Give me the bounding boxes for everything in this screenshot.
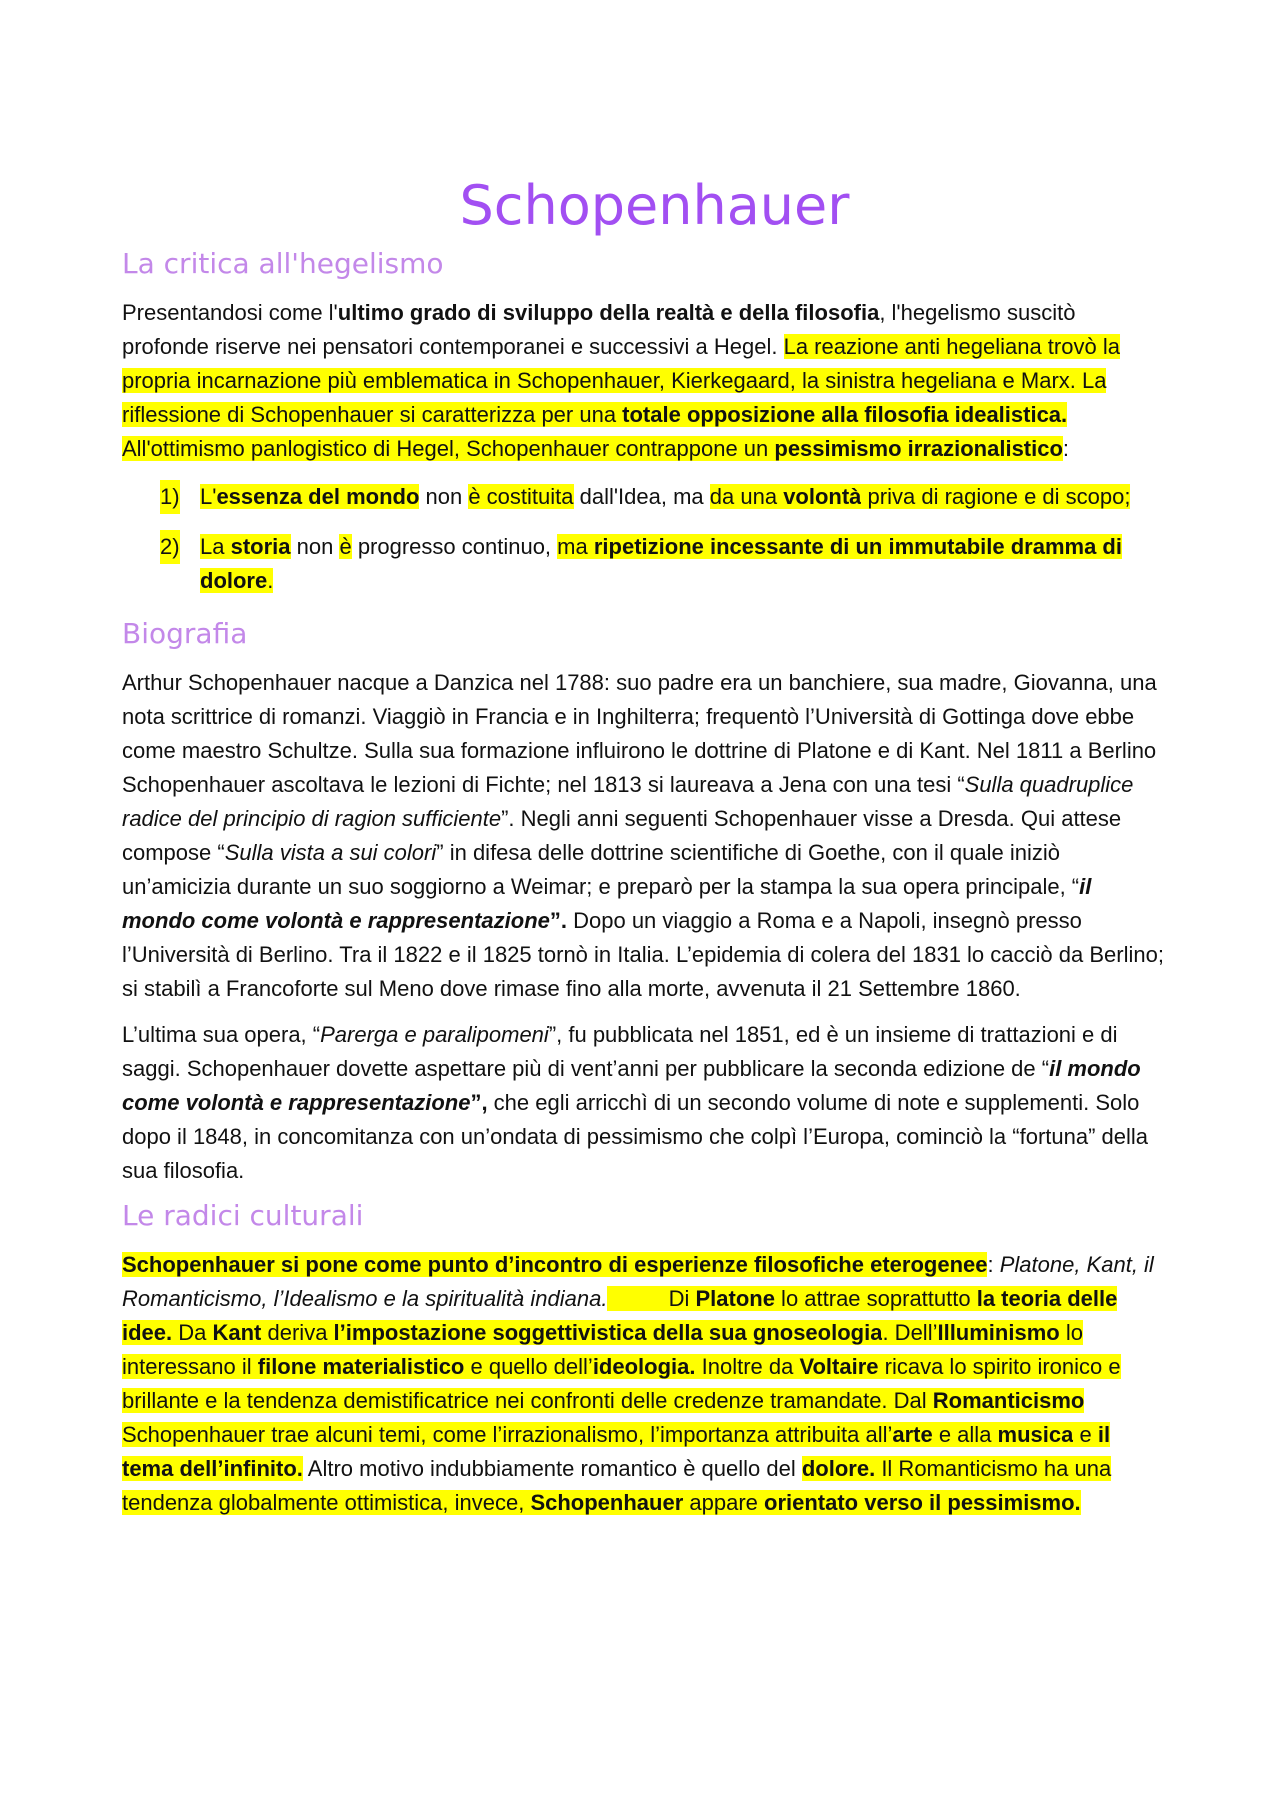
highlighted-bold-run: Kant <box>212 1320 262 1345</box>
text-run: , l'hegelismo suscitò profonde riserve nei pensatori contemporanei e successivi a Hegel. <box>122 300 1076 359</box>
paragraph-biografia-1 <box>122 666 1167 1006</box>
text-run: Arthur Schopenhauer nacque a Danzica nel 1788: suo padre era un banchiere, sua madre, Giovanna, una nota scrittrice di romanzi. Viaggiò in Francia e in Inghilterra; frequentò l’Università di Gottinga dove ebbe come maestro Schultze. Sulla sua formazione influirono le dottrine di Platone e di Kant. Nel 1811 a Berlino Schopenhauer ascoltava le lezioni di Fichte; nel 1813 si laureava a Jena con una tesi “ <box>122 670 1157 797</box>
highlighted-bold-run: l’impostazione soggettivistica della sua gnoseologia <box>333 1320 883 1345</box>
text-run: : <box>987 1252 1000 1277</box>
text-run: Presentandosi come l' <box>122 300 338 325</box>
highlighted-bold-run: la teoria delle idee. <box>122 1286 1118 1345</box>
highlighted-run: Il Romanticismo ha una tendenza globalmente ottimistica, invece, <box>122 1456 1112 1515</box>
text-run: che egli arricchì di un secondo volume di note e supplementi. Solo dopo il 1848, in concomitanza con un’ondata di pessimismo che colpì l’Europa, cominciò la “fortuna” della sua filosofia. <box>122 1090 1149 1183</box>
highlighted-run: priva di ragione e di scopo; <box>861 484 1131 509</box>
highlighted-run: La <box>200 534 231 559</box>
highlighted-run: All'ottimismo panlogistico di Hegel, Schopenhauer contrappone un <box>122 436 775 461</box>
highlighted-bold-run: Romanticismo <box>932 1388 1085 1413</box>
highlighted-run: Inoltre da <box>695 1354 800 1379</box>
text-run: progresso continuo, <box>351 534 558 559</box>
list-number: 2) <box>160 530 180 564</box>
highlighted-run: . Dell’ <box>882 1320 938 1345</box>
heading-radici-culturali: Le radici culturali <box>122 1199 364 1232</box>
list-item <box>122 480 1167 514</box>
highlighted-bold-run: Schopenhauer si pone come punto d’incontro di esperienze filosofiche eterogenee <box>122 1252 988 1277</box>
numbered-list <box>122 480 1167 598</box>
bold-run: ”, <box>470 1090 488 1115</box>
paragraph-radici-culturali <box>122 1248 1167 1520</box>
highlighted-run: Schopenhauer trae alcuni temi, come l’irrazionalismo, l’importanza attribuita all’ <box>122 1422 893 1447</box>
highlighted-run: è <box>339 534 352 559</box>
highlighted-run: . <box>267 568 274 593</box>
highlighted-bold-run: pessimismo irrazionalistico <box>774 436 1063 461</box>
highlighted-run: ricava lo spirito ironico e brillante e la tendenza demistificatrice nei confronti delle credenze tramandate. Dal <box>122 1354 1121 1413</box>
highlighted-run: La reazione anti hegeliana trovò la propria incarnazione più emblematica in Schopenhauer, Kierkegaard, la sinistra hegeliana e Marx. La riflessione di Schopenhauer si caratterizza per una <box>122 334 1120 427</box>
highlighted-run: Di <box>607 1286 696 1311</box>
highlighted-run: L' <box>200 484 217 509</box>
highlighted-run: lo attrae soprattutto <box>774 1286 977 1311</box>
italic-run: Sulla vista a sui colori <box>224 840 437 865</box>
text-run: Altro motivo indubbiamente romantico è quello del <box>302 1456 802 1481</box>
highlighted-bold-run: Schopenhauer <box>530 1490 684 1515</box>
italic-run: Parerga e paralipomeni <box>320 1022 549 1047</box>
highlighted-bold-run: Illuminismo <box>937 1320 1060 1345</box>
text-run: L’ultima sua opera, “ <box>122 1022 321 1047</box>
paragraph-critica-hegelismo <box>122 296 1167 466</box>
bold-italic-run: il mondo come volontà e rappresentazione <box>122 874 1092 933</box>
highlighted-bold-run: dolore. <box>801 1456 876 1481</box>
heading-critica-hegelismo: La critica all'hegelismo <box>122 247 444 280</box>
highlighted-bold-run: musica <box>997 1422 1074 1447</box>
highlighted-bold-run: storia <box>230 534 291 559</box>
document-page <box>122 170 1167 1520</box>
highlighted-bold-run: filone materialistico <box>257 1354 465 1379</box>
highlighted-run: da una <box>709 484 784 509</box>
highlighted-run: appare <box>683 1490 764 1515</box>
italic-run: Sulla quadruplice radice del principio di ragion sufficiente <box>122 772 1134 831</box>
highlighted-run: lo interessano il <box>122 1320 1083 1379</box>
highlighted-run: e quello dell’ <box>464 1354 593 1379</box>
list-number: 1) <box>160 480 180 514</box>
highlighted-bold-run: ripetizione incessante di un immutabile dramma di dolore <box>200 534 1122 593</box>
bold-run: ultimo grado di sviluppo della realtà e della filosofia <box>337 300 880 325</box>
highlighted-bold-run: volontà <box>783 484 862 509</box>
bold-italic-run: il mondo come volontà e rappresentazione <box>122 1056 1141 1115</box>
highlighted-bold-run: ideologia. <box>592 1354 696 1379</box>
highlighted-run: e alla <box>932 1422 998 1447</box>
highlighted-run: ma <box>557 534 594 559</box>
highlighted-run: deriva <box>261 1320 334 1345</box>
document-title: Schopenhauer <box>459 174 850 237</box>
highlighted-bold-run: essenza del mondo <box>216 484 420 509</box>
highlighted-bold-run: totale opposizione alla filosofia idealistica. <box>622 402 1068 427</box>
highlighted-bold-run: arte <box>892 1422 933 1447</box>
highlighted-run: e <box>1073 1422 1098 1447</box>
highlighted-bold-run: orientato verso il pessimismo. <box>764 1490 1081 1515</box>
highlighted-bold-run: Platone <box>695 1286 775 1311</box>
text-run: ” in difesa delle dottrine scientifiche di Goethe, con il quale iniziò un’amicizia durante un suo soggiorno a Weimar; e preparò per la stampa la sua opera principale, “ <box>122 840 1080 899</box>
text-run: dall'Idea, ma <box>573 484 710 509</box>
text-run: : <box>1062 436 1070 461</box>
list-item <box>122 530 1167 598</box>
italic-run: Platone, Kant, il Romanticismo, l’Idealismo e la spiritualità indiana. <box>122 1252 1154 1311</box>
highlighted-bold-run: il tema dell’infinito. <box>122 1422 1111 1481</box>
text-run: non <box>290 534 340 559</box>
highlighted-bold-run: Voltaire <box>799 1354 879 1379</box>
text-run: ”. Negli anni seguenti Schopenhauer visse a Dresda. Qui attese compose “ <box>122 806 1122 865</box>
highlighted-run: Da <box>172 1320 213 1345</box>
highlighted-run: è costituita <box>468 484 574 509</box>
text-run: non <box>419 484 469 509</box>
paragraph-biografia-2 <box>122 1018 1167 1188</box>
bold-run: ”. <box>549 908 567 933</box>
text-run: ”, fu pubblicata nel 1851, ed è un insieme di trattazioni e di saggi. Schopenhauer dovette aspettare più di vent’anni per pubblicare la seconda edizione de “ <box>122 1022 1118 1081</box>
heading-biografia: Biografia <box>122 617 248 650</box>
text-run: Dopo un viaggio a Roma e a Napoli, insegnò presso l’Università di Berlino. Tra il 1822 e il 1825 tornò in Italia. L’epidemia di colera del 1831 lo cacciò da Berlino; si stabilì a Francoforte sul Meno dove rimase fino alla morte, avvenuta il 21 Settembre 1860. <box>122 908 1164 1001</box>
